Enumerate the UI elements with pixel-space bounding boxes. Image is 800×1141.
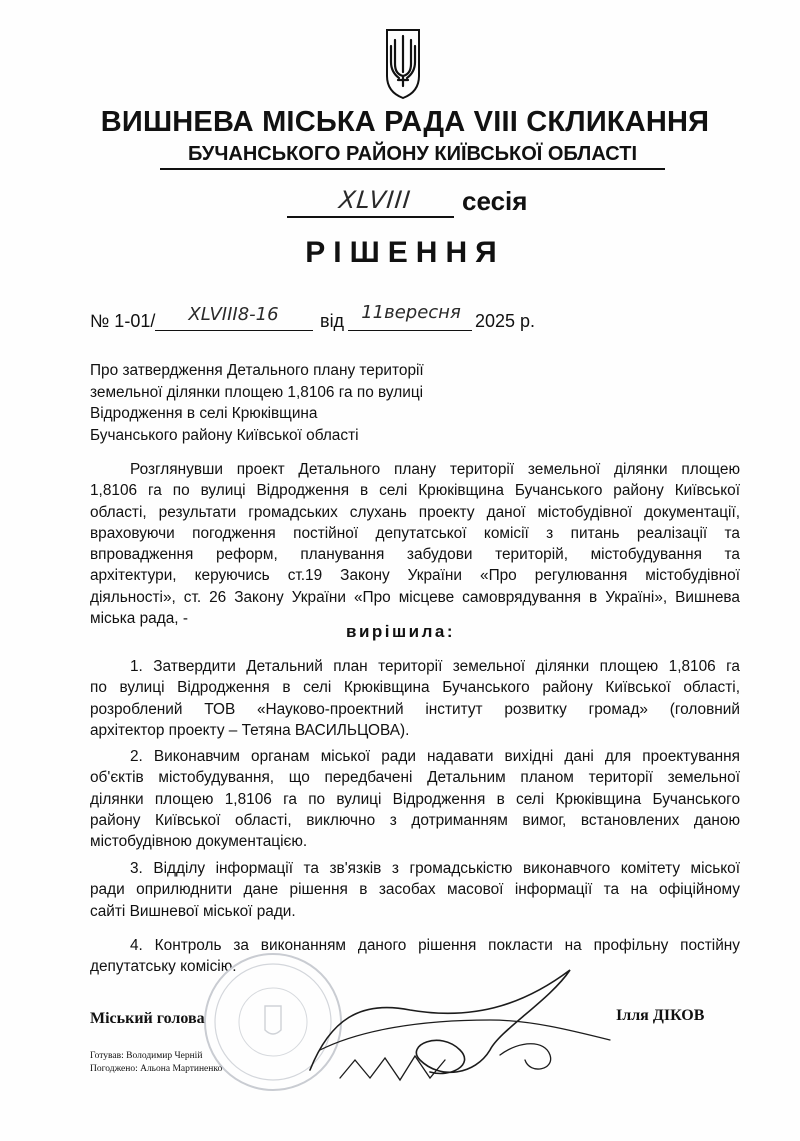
header-divider	[160, 168, 665, 170]
doc-number: XLVIII8-16	[188, 304, 279, 325]
paragraph-line: депутатську комісію.	[90, 958, 237, 976]
paragraph-line: архітектор проекту – Тетяна ВАСИЛЬЦОВА).	[90, 721, 410, 739]
paragraph-line: по вулиці Відродження в селі Крюківщина Бучанського району Київської області,	[90, 679, 740, 697]
paragraph-line: діяльності», ст. 26 Закону України «Про місцеве самоврядування в Україні», Вишнева	[90, 588, 740, 606]
handwritten-signature	[300, 960, 630, 1090]
paragraph-line: архітектури, керуючись ст.19 Закону України «Про регулювання містобудівної	[90, 567, 740, 585]
paragraph-line: сайті Вишневої міської ради.	[90, 902, 296, 920]
agreed-by: Погоджено: Альона Мартиненко	[90, 1064, 223, 1074]
doc-number-underline	[155, 330, 313, 331]
paragraph-line: району Київської області, виключно з дотриманням вимог, встановлених даною	[90, 811, 740, 829]
point-3	[90, 858, 740, 922]
subject-line: земельної ділянки площею 1,8106 га по вулиці	[90, 383, 424, 401]
district-title: БУЧАНСЬКОГО РАЙОНУ КИЇВСЬКОЇ ОБЛАСТІ	[188, 143, 637, 165]
prepared-by-block	[90, 1050, 222, 1076]
date-prefix: від	[320, 311, 345, 331]
paragraph-line: 1,8106 га по вулиці Відродження в селі Крюківщина Бучанського району Київської	[90, 482, 740, 500]
session-underline	[287, 216, 454, 218]
subject-block	[90, 360, 510, 446]
mayor-name: Ілля ДІКОВ	[616, 1007, 705, 1024]
paragraph-line: розроблений ТОВ «Науково-проектний інститут розвитку громад» (головний	[90, 700, 740, 718]
paragraph-line: 3. Відділу інформації та зв'язків з громадськістю виконавчого комітету міської	[130, 860, 740, 877]
paragraph-line: Розглянувши проект Детального плану території земельної ділянки площею	[130, 461, 740, 478]
paragraph-line: об'єктів містобудування, що передбачені Детальним планом території земельної	[90, 769, 740, 787]
session-number: XLVIII	[337, 186, 413, 214]
trident-emblem-icon	[384, 28, 422, 100]
paragraph-line: 4. Контроль за виконанням даного рішення покласти на профільну постійну	[130, 937, 740, 954]
paragraph-line: області, результати громадських слухань проекту даної містобудівної документації,	[90, 503, 740, 521]
paragraph-line: враховуючи погодження постійної депутатської комісії з питань реалізації та	[90, 524, 740, 542]
paragraph-line: міська рада, -	[90, 610, 188, 628]
doc-year: 2025 р.	[475, 311, 536, 331]
point-2	[90, 746, 740, 852]
doc-date: 11вересня	[361, 302, 461, 323]
resolved-heading: вирішила:	[346, 622, 456, 641]
subject-line: Відродження в селі Крюківщина	[90, 405, 318, 422]
intro-paragraph	[90, 459, 740, 629]
council-title: ВИШНЕВА МІСЬКА РАДА VIII СКЛИКАННЯ	[100, 106, 710, 138]
subject-line: Бучанського району Київської області	[90, 426, 359, 444]
point-1	[90, 656, 740, 741]
session-label: сесія	[462, 186, 528, 216]
doc-number-prefix: № 1-01/	[90, 311, 156, 331]
mayor-label: Міський голова	[90, 1010, 205, 1027]
document-type: РІШЕННЯ	[305, 236, 505, 269]
paragraph-line: ділянки площею 1,8106 га по вулиці Відродження в селі Крюківщина Бучанського	[90, 790, 740, 808]
paragraph-line: 1. Затвердити Детальний план території земельної ділянки площею 1,8106 га	[130, 658, 740, 675]
subject-line: Про затвердження Детального плану території	[90, 362, 424, 379]
doc-date-underline	[348, 330, 472, 331]
paragraph-line: ради оприлюднити дане рішення в засобах масової інформації та на офіційному	[90, 881, 740, 899]
paragraph-line: 2. Виконавчим органам міської ради надавати вихідні дані для проектування	[130, 748, 740, 765]
prepared-by: Готував: Володимир Черній	[90, 1051, 203, 1061]
paragraph-line: містобудівною документацією.	[90, 833, 308, 851]
paragraph-line: впровадження реформ, планування забудови територій, містобудування та	[90, 546, 740, 564]
